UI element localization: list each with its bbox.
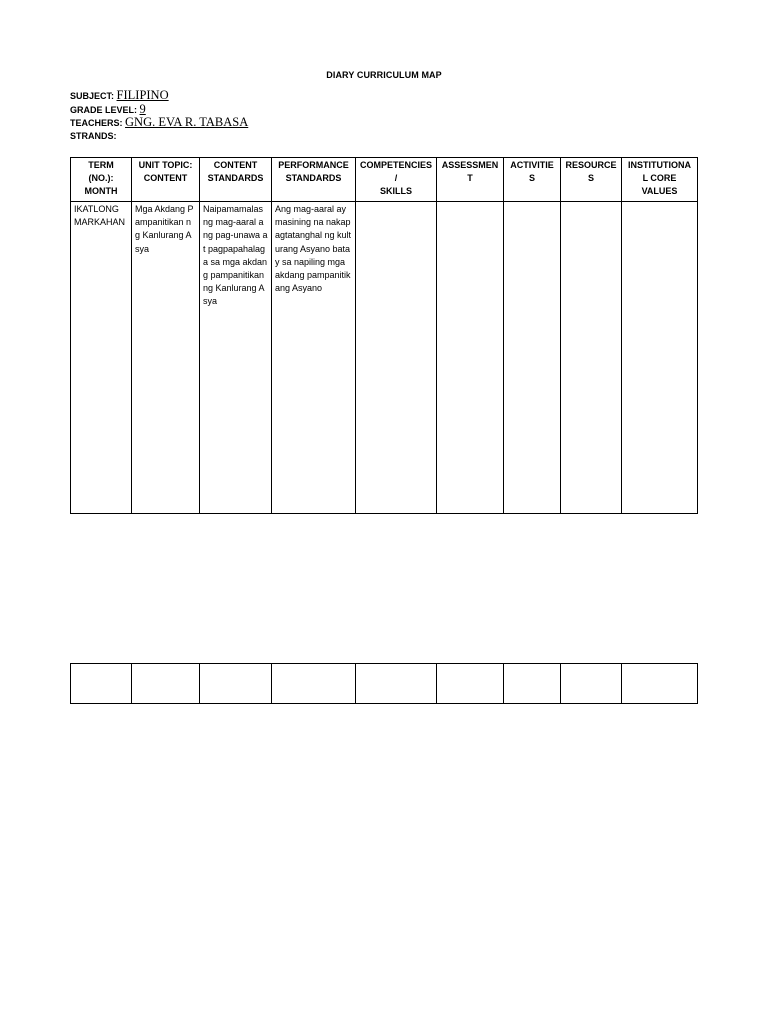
header-performance-standards-line: PERFORMANCE bbox=[278, 160, 349, 170]
document-meta bbox=[70, 89, 248, 143]
header-performance-standards-line: STANDARDS bbox=[285, 173, 342, 184]
blank-cell bbox=[272, 664, 356, 704]
header-term-line: MONTH bbox=[84, 186, 118, 197]
cell-performance-standards: Ang mag-aaral ay masining na nakapagtatanghal ng kulturang Asyano batay sa napiling mga akdang pampanitikang Asyano bbox=[272, 202, 356, 514]
header-core-values-line: L CORE bbox=[642, 173, 677, 184]
header-core-values-line: VALUES bbox=[641, 186, 678, 197]
grade-level-label: GRADE LEVEL: bbox=[70, 104, 138, 115]
table-row bbox=[71, 664, 698, 704]
blank-row-table bbox=[70, 663, 698, 704]
subject-value: FILIPINO bbox=[116, 88, 169, 102]
header-core-values bbox=[622, 158, 698, 202]
cell-competencies bbox=[356, 202, 437, 514]
header-core-values-line: INSTITUTIONA bbox=[628, 160, 691, 170]
header-assessment-line: T bbox=[467, 173, 473, 184]
blank-cell bbox=[71, 664, 132, 704]
header-competencies-line: SKILLS bbox=[379, 186, 412, 197]
header-performance-standards bbox=[272, 158, 356, 202]
header-competencies bbox=[356, 158, 437, 202]
cell-assessment bbox=[437, 202, 504, 514]
header-unit-topic bbox=[132, 158, 200, 202]
cell-term: IKATLONG MARKAHAN bbox=[71, 202, 132, 514]
document-title: DIARY CURRICULUM MAP bbox=[326, 70, 442, 80]
strands-label: STRANDS: bbox=[70, 130, 117, 141]
header-resources bbox=[561, 158, 622, 202]
blank-cell bbox=[622, 664, 698, 704]
teachers-row bbox=[70, 116, 248, 130]
header-content-standards bbox=[200, 158, 272, 202]
header-activities bbox=[504, 158, 561, 202]
header-assessment-line: ASSESSMEN bbox=[441, 160, 499, 170]
blank-cell bbox=[200, 664, 272, 704]
teachers-value: GNG. EVA R. TABASA bbox=[125, 115, 249, 129]
header-term-line: TERM bbox=[88, 160, 114, 170]
curriculum-map-table bbox=[70, 157, 698, 514]
header-assessment bbox=[437, 158, 504, 202]
blank-cell bbox=[356, 664, 437, 704]
blank-cell bbox=[132, 664, 200, 704]
header-unit-topic-line: UNIT TOPIC: bbox=[138, 160, 193, 170]
header-activities-line: S bbox=[528, 173, 535, 184]
cell-content-standards: Naipamamalas ng mag-aaral ang pag-unawa at pagpapahalaga sa mga akdang pampanitikan ng Kanlurang Asya bbox=[200, 202, 272, 514]
header-resources-line: S bbox=[587, 173, 594, 184]
strands-row bbox=[70, 130, 248, 144]
header-resources-line: RESOURCE bbox=[565, 160, 617, 170]
subject-row bbox=[70, 89, 248, 103]
header-term bbox=[71, 158, 132, 202]
header-competencies-line: COMPETENCIES bbox=[359, 160, 432, 170]
blank-cell bbox=[561, 664, 622, 704]
header-activities-line: ACTIVITIE bbox=[510, 160, 554, 170]
cell-resources bbox=[561, 202, 622, 514]
grade-level-row bbox=[70, 103, 248, 117]
table-header-row bbox=[71, 158, 698, 202]
subject-label: SUBJECT: bbox=[70, 91, 115, 101]
header-competencies-line: / bbox=[394, 173, 398, 184]
cell-unit-topic: Mga Akdang Pampanitikan ng Kanlurang Asya bbox=[132, 202, 200, 514]
grade-level-value: 9 bbox=[139, 101, 146, 116]
blank-cell bbox=[437, 664, 504, 704]
cell-activities bbox=[504, 202, 561, 514]
cell-core-values bbox=[622, 202, 698, 514]
header-content-standards-line: STANDARDS bbox=[207, 173, 264, 184]
header-content-standards-line: CONTENT bbox=[213, 160, 258, 170]
teachers-label: TEACHERS: bbox=[70, 118, 123, 128]
blank-cell bbox=[504, 664, 561, 704]
header-term-line: (NO.): bbox=[88, 173, 114, 184]
table-row bbox=[71, 202, 698, 514]
header-unit-topic-line: CONTENT bbox=[143, 173, 188, 184]
